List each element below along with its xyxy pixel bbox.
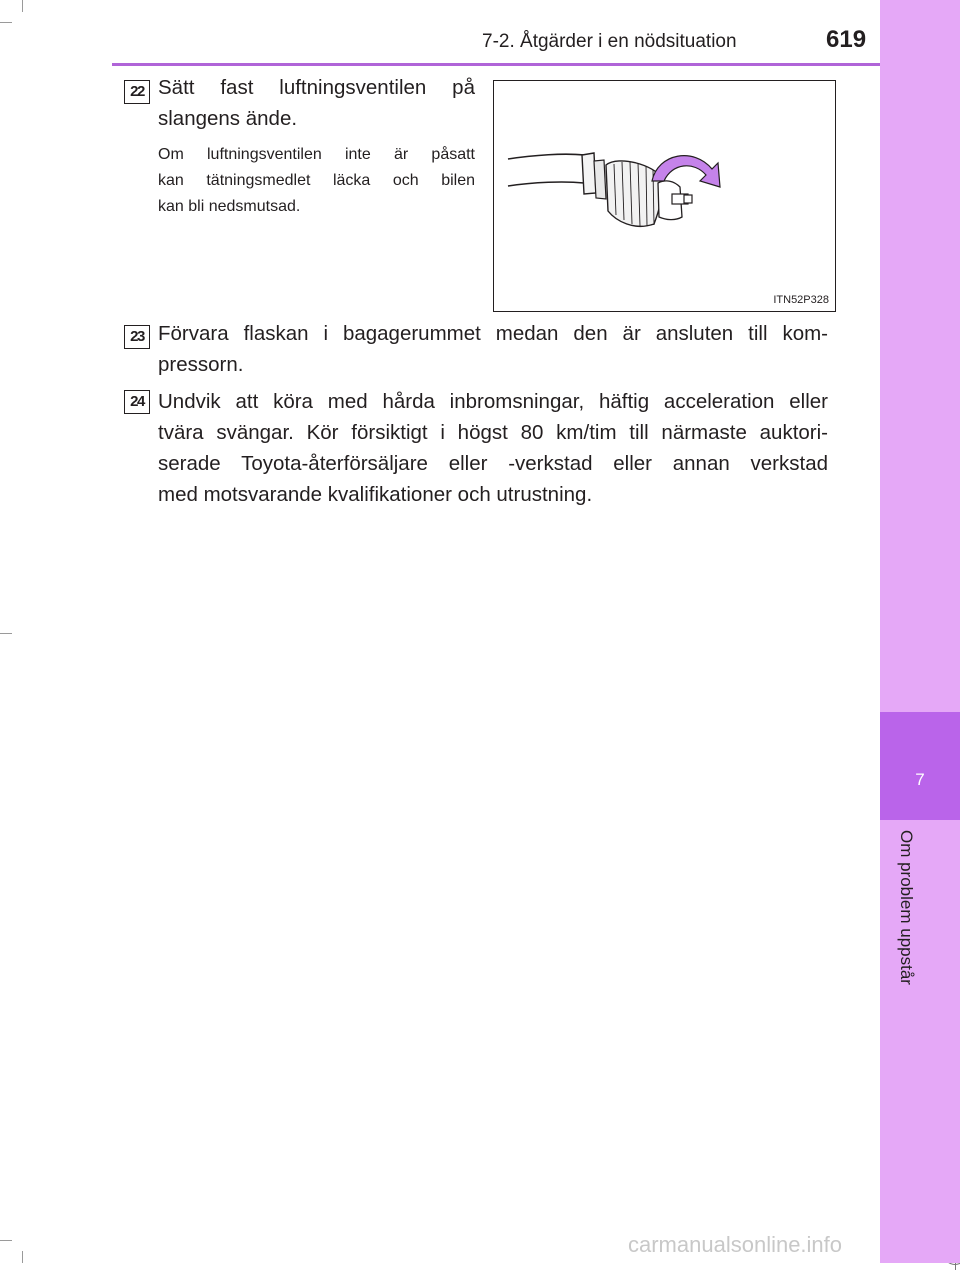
step-text-line: Förvara flaskan i bagagerummet medan den är ansluten till kom- — [158, 322, 828, 345]
section-title: 7-2. Åtgärder i en nödsituation — [482, 31, 737, 52]
figure-code: ITN52P328 — [773, 294, 829, 306]
step-number-badge: 22 — [124, 80, 150, 104]
step-text-line: Sätt fast luftningsventilen på — [158, 76, 475, 99]
step-number-badge: 23 — [124, 325, 150, 349]
step-23-text — [158, 318, 828, 380]
page-number: 619 — [826, 26, 867, 53]
chapter-label: Om problem uppstår — [897, 830, 916, 985]
note-line: kan bli nedsmutsad. — [158, 198, 301, 215]
valve-illustration — [493, 80, 836, 312]
step-24-text — [158, 386, 828, 510]
step-number-badge: 24 — [124, 390, 150, 414]
note-line: Om luftningsventilen inte är påsatt — [158, 146, 475, 163]
header-rule — [112, 63, 880, 66]
chapter-side-strip — [880, 0, 960, 1263]
step-text-line: Undvik att köra med hårda inbromsningar, häftig acceleration eller — [158, 390, 828, 413]
step-text-line: tvära svängar. Kör försiktigt i högst 80 km/tim till närmaste auktori- — [158, 421, 828, 444]
chapter-number: 7 — [915, 770, 925, 789]
step-22-note — [158, 142, 475, 220]
watermark: carmanualsonline.info — [628, 1232, 843, 1257]
step-text-line: pressorn. — [158, 353, 244, 376]
step-text-line: med motsvarande kvalifikationer och utrustning. — [158, 483, 593, 506]
crop-mark — [0, 22, 12, 23]
note-line: kan tätningsmedlet läcka och bilen — [158, 172, 475, 189]
crop-mark — [22, 1251, 23, 1263]
hose-valve-drawing — [494, 81, 837, 313]
crop-mark — [22, 0, 23, 12]
chapter-tab — [880, 712, 960, 820]
crop-mark — [0, 1240, 12, 1241]
step-text-line: serade Toyota-återförsäljare eller -verkstad eller annan verkstad — [158, 452, 828, 475]
step-22-text — [158, 72, 475, 134]
crop-mark — [0, 633, 12, 634]
step-text-line: slangens ände. — [158, 107, 298, 130]
